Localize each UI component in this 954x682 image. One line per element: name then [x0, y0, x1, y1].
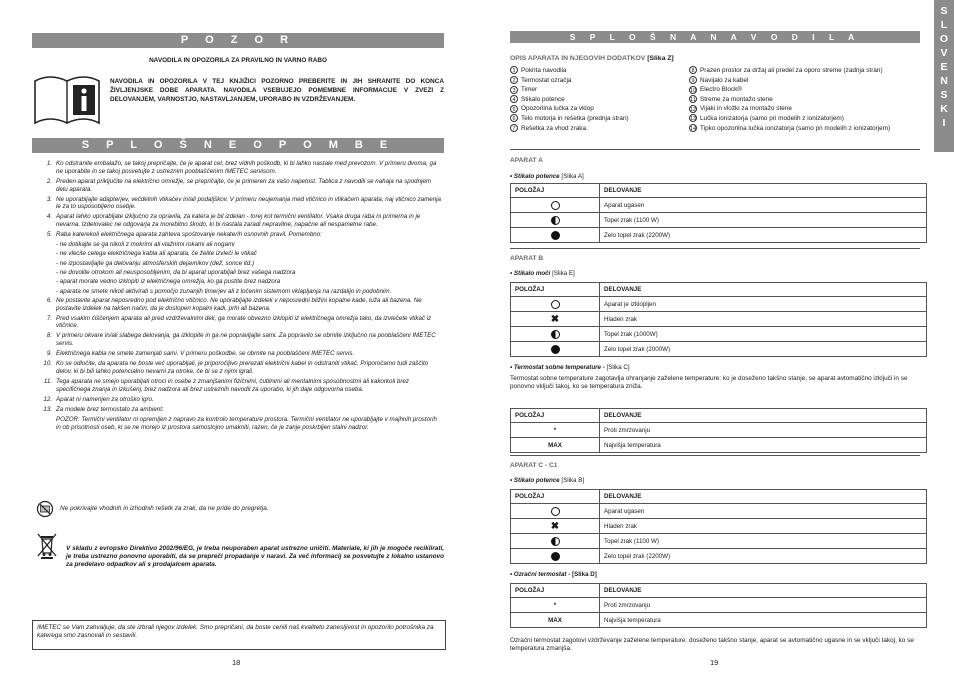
side-tab-letter: L [940, 19, 948, 31]
note-item [38, 297, 443, 313]
half-power-icon [551, 537, 560, 546]
note-item [38, 360, 443, 376]
desc-title: OPIS APARATA IN NJEGOVIH DODATKOV [510, 55, 646, 62]
note-text: - ne izpostavljajte ga delovanju atmosferskih dejavnikov (dež, sonce itd.) [56, 259, 255, 267]
part-item [510, 124, 685, 134]
page-number-right: 19 [710, 658, 719, 667]
half-power-icon [551, 330, 560, 339]
d-ref: [Slika D] [572, 571, 597, 578]
part-number: 11 [690, 97, 696, 104]
side-tab-letter: S [940, 5, 948, 17]
parts-list-right [689, 66, 919, 133]
table-row: Zelo topel zrak (2200W) [511, 549, 927, 564]
table-b: POLOŽAJ DELOVANJE Aparat je izklopljen ✖ Hladen zrak Topel zrak (1000W) Zelo topel zrak (2000W) [510, 282, 927, 357]
off-position-icon [551, 201, 560, 210]
d-label [510, 571, 597, 578]
part-item [510, 95, 685, 105]
note-item [38, 213, 443, 229]
note-text: - aparat morate vedno izklopiti iz električnega omrežja, ko ga pustite brez nadzora [56, 278, 281, 286]
thermo-text: Termostat sobne temperature zagotavlja ohranjanje zaželene temperature: ko je doseženo takšno stanje, se aparat avtomatično izključi in se ponovno vključi takoj, ko se temperatura zniža. [510, 375, 908, 391]
note-text: Ne uporabljajte adapterjev, večdelnih vtikačev in/ali podaljškov. V primeru neujemanja med vtičnico in vtikačem aparata, naj vtičnico zamenja le za to usposobljeno osebje. [56, 195, 441, 211]
table-row: MAX Najvišja temperatura [511, 613, 927, 628]
part-item [510, 114, 685, 124]
part-label: Pokrita navodila [521, 67, 567, 74]
weee-bin-icon [36, 531, 58, 559]
note-text: Pred vsakim čiščenjem aparata ali pred vzdrževalnimi deli, ga morate obvezno izklopiti iz električnega omrežja tako, da izvlečete vtikač iz vtičnice. [56, 314, 432, 330]
thermo-label [510, 364, 630, 371]
part-label: Tipko opozorilna lučka ionizatorja (samo pri modelih z ionizatorjem) [700, 124, 891, 132]
table-row: ✖ Hladen zrak [511, 519, 927, 534]
note-number: 3. [46, 195, 52, 203]
table-row: Topel zrak (1100 W) [511, 213, 927, 228]
part-label: Navijalo za kabel [700, 76, 749, 84]
c-switch-ref: [Slika B] [561, 477, 585, 484]
part-number: 7 [510, 124, 518, 132]
half-power-icon [551, 216, 560, 225]
full-power-icon [551, 231, 560, 240]
table-thermo: POLOŽAJ DELOVANJE * Proti zmrzovanju MAX Najvišja temperatura [510, 408, 927, 453]
note-item [38, 269, 443, 277]
part-number: 6 [510, 114, 518, 122]
part-item [689, 76, 919, 86]
part-item [510, 104, 685, 114]
note-text: Aparat ni namenjen za otroško igro. [56, 395, 154, 403]
note-text: Za modele brez termostato za ambient: [56, 405, 164, 413]
note-text: - ne vlecite celega električnega kabla ali aparata, če želite izvleči le vtikač [56, 250, 257, 258]
note-number: 7. [46, 314, 52, 322]
full-power-icon [551, 552, 560, 561]
c-switch-title: • Stikalo potence [510, 477, 560, 484]
side-tab-letter: E [940, 61, 948, 73]
part-number: 4 [510, 95, 518, 103]
divider-2 [510, 248, 920, 249]
part-item [689, 124, 919, 134]
table-d: POLOŽAJ DELOVANJE * Proti zmrzovanju MAX Najvišja temperatura [510, 583, 927, 628]
note-item [38, 231, 443, 239]
table-a [510, 183, 927, 243]
note-item [38, 332, 443, 348]
language-tab [934, 0, 954, 152]
part-number: 13 [690, 116, 697, 123]
table-row: Topel zrak (1000W) [511, 327, 927, 342]
note-item [38, 350, 443, 358]
note-item [38, 241, 443, 249]
warning-text: NAVODILA IN OPOZORILA V TEJ KNJIŽICI POZORNO PREBERITE IN JIH SHRANITE DO KONCA ŽIVLJENJSKE DOBE APARATA. NAVODILA VSEBUJEJO POMEMBNE INFORMACIJE V ZVEZI Z DELOVANJEM, VARNOSTJO, NASTAVLJANJEM, UPORABO IN VZDRŽEVANJEM. [110, 78, 444, 104]
part-item [689, 85, 919, 95]
b-switch-ref: [Slika E] [552, 270, 575, 277]
table-row: Aparat ugasen [511, 504, 927, 519]
c-switch-label [510, 477, 584, 484]
part-label: Rešetka za vhod zraka. [521, 124, 588, 132]
note-text: Tega aparata ne smejo uporabljati otroci in osebe z zmanjšanimi fizičnimi, čutilnimi ali mentalnimi sposobnostmi ali kakorkoli brez specifičnega znanja in izkušenj, brez nadzora ali brez ustreznih navodil za uporabo, ki jih daje odgovorna oseba. [56, 378, 409, 393]
note-item [38, 406, 443, 414]
notes-list [38, 160, 443, 434]
note-text: Ko odstranite embalažo, se takoj prepričajte, če je aparat cel, brez vidnih poškodb, ki bi lahko nastale med prevozom. V primeru dvoma, ga ne uporabite in se takoj posvetujte z ustreznim pooblaščenim IMETEC servisom. [56, 160, 437, 175]
off-position-icon [551, 507, 560, 516]
note-number: 9. [46, 350, 52, 358]
part-label: Opozorilna lučka za vklop [521, 105, 594, 113]
note-number: 13. [43, 405, 52, 413]
part-item [689, 66, 919, 76]
part-label: Prazen prostor za držaj ali predel za oporo streme (zadnja stran) [700, 67, 883, 74]
no-cover-text: Ne pokrivajte vhodnih in izhodnih rešetk za zrak, da ne pride do pregretja. [60, 505, 269, 512]
part-item [510, 76, 685, 86]
part-number: 5 [510, 105, 518, 113]
part-item [510, 85, 685, 95]
note-number: 1. [46, 160, 52, 167]
table-row: Aparat je izklopljen [511, 297, 927, 312]
b-switch-title: • Stikalo moči [510, 270, 551, 277]
table-row: * Proti zmrzovanju [511, 423, 927, 438]
part-label: Lučka ionizatorja (samo pri modelih z ionizatorjem) [700, 114, 844, 122]
note-item [38, 416, 443, 432]
table-row: Aparat ugasen [511, 198, 927, 213]
note-number: 2. [46, 177, 52, 185]
note-number: 5. [46, 231, 52, 239]
note-number: 8. [46, 332, 52, 340]
note-item [38, 260, 443, 268]
page-number-left: 18 [232, 658, 241, 667]
off-position-icon [551, 300, 560, 309]
note-item [38, 288, 443, 296]
note-number: 4. [46, 213, 52, 221]
note-item [38, 160, 443, 176]
side-tab-letter: S [940, 89, 948, 101]
part-item [689, 104, 919, 114]
part-number: 2 [510, 76, 518, 84]
table-row: Zelo topel zrak (2200W) [511, 228, 927, 243]
part-label: Telo motorja in rešetka (prednja stran) [521, 114, 629, 122]
note-number: 11. [43, 378, 52, 385]
aparat-c-title: APARAT C - C1 [510, 462, 558, 469]
fan-icon: ✖ [550, 313, 560, 325]
thermo-title: • Termostat sobne temperature - [510, 364, 605, 371]
table-row: Topel zrak (1100 W) [511, 534, 927, 549]
note-item [38, 278, 443, 286]
table-row: ✖ Hladen zrak [511, 312, 927, 327]
note-text: - aparata ne smete nikoli aktivirati s pomočjo zunanjih timerjev ali z ločenim sistemom vklapljanja na razdalijo in podobnim. [56, 287, 392, 295]
desc-heading [510, 55, 674, 62]
d-title: • Ozračni termostat - [510, 571, 571, 578]
part-number: 9 [689, 76, 697, 84]
note-text: - ne dotikajte se ga nikoli z mokrimi ali vlažnimi rokami ali nogami [56, 241, 235, 249]
note-text: Aparat lahko uporabljate izključno za opravila, za katera je bil izdelan - torej kot termični ventilator. Vsaka druga raba ni primerna in je nevarna. Izdelovalec ne odgovarja za morebitno škodo, ki bi nastala zaradi nepravilne, napačne ali nespametne rabe. [56, 213, 421, 229]
note-text: Električnega kabla ne smete zamenjati sami. V primeru poškodbe, se obrnite na pooblaščeni IMETEC servis. [56, 350, 355, 358]
full-power-icon [551, 345, 560, 354]
part-item [689, 114, 919, 124]
part-number: 12 [690, 106, 697, 113]
pozor-header: P O Z O R [32, 33, 444, 48]
end-text: Ozračni termostat zagotovi vzdrževanje zaželene temperature: doseženo takšno stanje, aparat se avtomatično ugasne in se vključi takoj, ko se temperatura zmanjša. [510, 637, 914, 653]
note-text: POZOR: Termični ventilator ni opremljen z napravo za kontrolo temperature prostora. Termični ventilator ne uporabljajte v majhnih prostorih in ob prisotnosti oseb, ki se ne morejo iz prostora samostojno umakniti, razen, če je zanje poskrbljen stalni nadzor. [56, 415, 437, 431]
no-cover-icon [36, 500, 54, 518]
note-item [38, 396, 443, 404]
side-tab-letter: I [942, 117, 946, 129]
part-number: 3 [510, 86, 518, 94]
table-row: * Proti zmrzovanju [511, 598, 927, 613]
table-row: Zelo topel zrak (2000W) [511, 342, 927, 357]
part-label: Timer [521, 86, 538, 94]
note-text: Preden aparat priključite na električno omrežje, se prepričajte, če je primeren za vašo napetost. Tablica z navodili se nahaja na spodnjem delu aparata. [56, 177, 432, 193]
side-tab-letter: O [939, 33, 949, 45]
note-text: V primeru okvare in/ali slabega delovanja, ga izklopite in ga ne popravljajte sami. Za popravilo se obrnite izključno na pooblaščeni IMETEC servis. [56, 332, 436, 348]
col-position: POLOŽAJ [511, 184, 600, 198]
side-tab-letter: N [940, 75, 948, 87]
part-item [689, 95, 919, 105]
divider-1 [510, 149, 920, 150]
parts-list-left [510, 66, 685, 133]
a-switch-ref: [Slika A] [561, 173, 584, 180]
part-number: 1 [510, 66, 518, 74]
part-label: Vijaki in vložki za montažo stene [700, 105, 792, 113]
col-operation: DELOVANJE [600, 184, 927, 198]
part-number: 8 [689, 66, 697, 74]
thanks-box: IMETEC se Vam zahvaljuje, da ste izbrali njegov izdelek. Smo prepričani, da boste cenili naš kvaliteto zanesljivost in opozorilo potrošnika za katerega smo zasnovali in sestavili. [32, 620, 446, 650]
part-number: 14 [690, 125, 697, 132]
side-tab-letter: V [940, 47, 948, 59]
divider-3 [510, 455, 920, 456]
table-c: POLOŽAJ DELOVANJE Aparat ugasen ✖ Hladen zrak Topel zrak (1100 W) Zelo topel zrak (2200W) [510, 489, 927, 564]
note-number: 10. [43, 360, 52, 368]
note-item [38, 315, 443, 331]
note-text: Raba katerekoli električnega aparata zahteva spoštovanje nekaterih osnovnih pravil. Pomembno: [56, 231, 322, 239]
part-label: Termostat ozračja [521, 76, 572, 84]
note-number: 6. [46, 296, 52, 304]
weee-text: V skladu z evropsko Direktivo 2002/96/EG, je treba neuporaben aparat ustrezno uničiti. Materiale, ki jih je mogoče reciklirati, je treba ustrezno ponovno uporabiti, da se prepreči propadanje v naravi. Za več informacij se posvetujte z lokalno ustanovo za predelavo odpadkov ali s prodajalcem aparata. [66, 545, 444, 569]
part-item [510, 66, 685, 76]
a-switch-title: • Stikalo potence [510, 173, 560, 180]
read-manual-icon [32, 69, 102, 127]
desc-ref: [Slika Z] [647, 55, 674, 62]
note-item [38, 250, 443, 258]
part-label: Streme za montažo stene [700, 95, 773, 103]
note-number: 12. [43, 395, 52, 403]
aparat-a-title: APARAT A [510, 157, 543, 164]
part-label: Stikalo potence [521, 95, 565, 103]
general-instructions-header: S P L O Š N A N A V O D I L A [510, 31, 920, 43]
note-item [38, 378, 443, 394]
b-switch-label [510, 270, 575, 277]
note-text: Ko se odločite, da aparata ne boste več uporabljali, je priporočljivo prerezati električni kabel in odstraniti vtikač. Priporočamo tudi zaščito delov, ki bi bili lahko potencialno nevarni za otroke, če bi se z njimi igrali. [56, 360, 429, 376]
note-text: Ne postavite aparat neposredno pod električno vtičnico. Ne uporabljajte izdelek v neposredni bližini kopalne kade, luža ali bazena. Ne postavite izdelek na takšen način, da je dostopen kopalni kadi, prhi ali bazena. [56, 296, 422, 312]
side-tab-letter: K [940, 103, 948, 115]
note-item [38, 178, 443, 194]
aparat-b-title: APARAT B [510, 255, 544, 262]
table-row: MAX Najvišja temperatura [511, 438, 927, 453]
part-label: Electro Block® [700, 86, 743, 94]
part-number: 10 [690, 87, 697, 94]
thermo-ref: [Slika C] [606, 364, 630, 371]
note-text: - ne dovolite otrokom ali neusposobljenim, da bi aparat uporabljali brez vašega nadzora [56, 269, 296, 276]
notes-header: S P L O Š N E O P O M B E [32, 138, 444, 153]
warning-title: NAVODILA IN OPOZORILA ZA PRAVILNO IN VARNO RABO [149, 57, 327, 64]
fan-icon: ✖ [550, 520, 560, 532]
note-item [38, 196, 443, 212]
a-switch-label [510, 173, 584, 180]
